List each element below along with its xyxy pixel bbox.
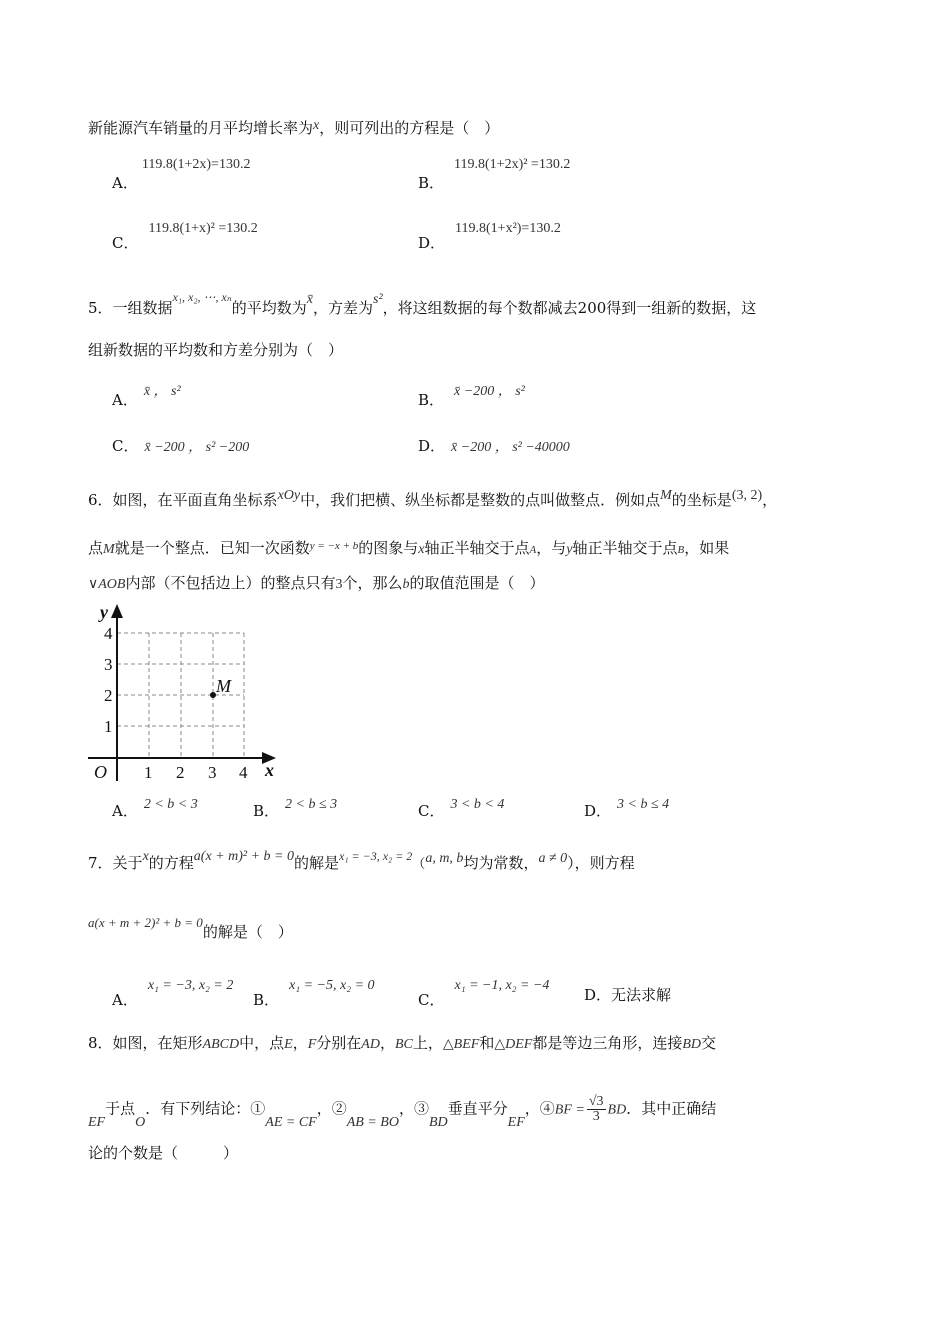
q5-option-d[interactable]: D． x̄ −200 ， s² −40000 [418,437,570,455]
q5-stem-line2: 组新数据的平均数和方差分别为（ ） [88,341,344,359]
q6-option-a[interactable]: A． 2 < b < 3 [112,797,198,820]
x-tick-3: 3 [208,763,217,782]
x-tick-1: 1 [144,763,153,782]
x-axis-label: x [265,760,274,780]
q6-option-d[interactable]: D． 3 < b ≤ 4 [584,797,670,820]
q5-stem-line1: 5．一组数据x₁, x₂, ⋯, xₙ的平均数为x̄，方差为s²，将这组数据的每个数都减去200得到一组新的数据，这 [88,290,757,317]
q6-stem-line3: ∨AOB内部（不包括边上）的整点只有3个，那么b的取值范围是（ ） [88,574,545,592]
x-tick-2: 2 [176,763,185,782]
sqrt3-over-3-fraction: $\frac{√3}{3}$ [588,1094,604,1124]
q7-stem-line2: a(x + m + 2)² + b = 0的解是（ ） [88,915,293,941]
q4-option-c[interactable]: C．119.8(1+x)² =130.2 [112,221,258,252]
q8-stem-line3: 论的个数是（ ） [88,1144,239,1162]
q5-option-a[interactable]: A． x̄ ， s² [112,384,181,409]
q7-option-b[interactable]: B．x₁ = −5, x₂ = 0 [253,978,375,1009]
q6-option-c[interactable]: C． 3 < b < 4 [418,797,505,820]
point-m-label: M [216,676,231,696]
coordinate-grid-figure [80,598,280,783]
q6-option-b[interactable]: B． 2 < b ≤ 3 [253,797,338,820]
q5-option-c[interactable]: C． x̄ −200 ， s² −200 [112,437,250,455]
y-tick-2: 2 [104,686,113,705]
y-axis-arrow [111,604,123,618]
math-x: x [313,118,320,133]
x-tick-4: 4 [239,763,248,782]
q7-option-c[interactable]: C．x₁ = −1, x₂ = −4 [418,978,550,1009]
q4-option-d[interactable]: D．119.8(1+x²)=130.2 [418,221,561,252]
y-tick-3: 3 [104,655,113,674]
q4-option-b[interactable]: B．119.8(1+2x)² =130.2 [418,157,571,192]
q4-option-a[interactable]: A．119.8(1+2x)=130.2 [112,157,251,192]
q8-stem-line2: EF于点O．有下列结论：①AE = CF，②AB = BO，③BD垂直平分EF，④BF = $\frac{√3}{3}$ BD．其中正确结 [88,1094,717,1130]
y-axis-label: y [100,602,108,622]
q7-option-a[interactable]: A．x₁ = −3, x₂ = 2 [112,978,234,1009]
q7-option-d[interactable]: D．无法求解 [584,986,672,1004]
y-tick-4: 4 [104,624,113,643]
q5-option-b[interactable]: B． x̄ −200 ， s² [418,384,525,409]
q4-stem: 新能源汽车销量的月平均增长率为x，则可列出的方程是（ ） [88,118,500,137]
q6-stem-line2: 点M就是一个整点．已知一次函数y = −x + b的图象与x轴正半轴交于点A，与y轴正半轴交于点B，如果 [88,539,730,557]
q7-stem-line1: 7．关于x的方程a(x + m)² + b = 0的解是x₁ = −3, x₂ = 2（a, m, b均为常数，a ≠ 0），则方程 [88,849,635,872]
q6-stem-line1: 6．如图，在平面直角坐标系xOy中，我们把横、纵坐标都是整数的点叫做整点．例如点M的坐标是(3, 2)， [88,488,778,509]
y-tick-1: 1 [104,717,113,736]
origin-label: O [94,762,107,782]
q8-stem-line1: 8．如图，在矩形ABCD中，点E，F分别在AD，BC上，△BEF和△DEF都是等边三角形，连接BD交 [88,1034,717,1052]
